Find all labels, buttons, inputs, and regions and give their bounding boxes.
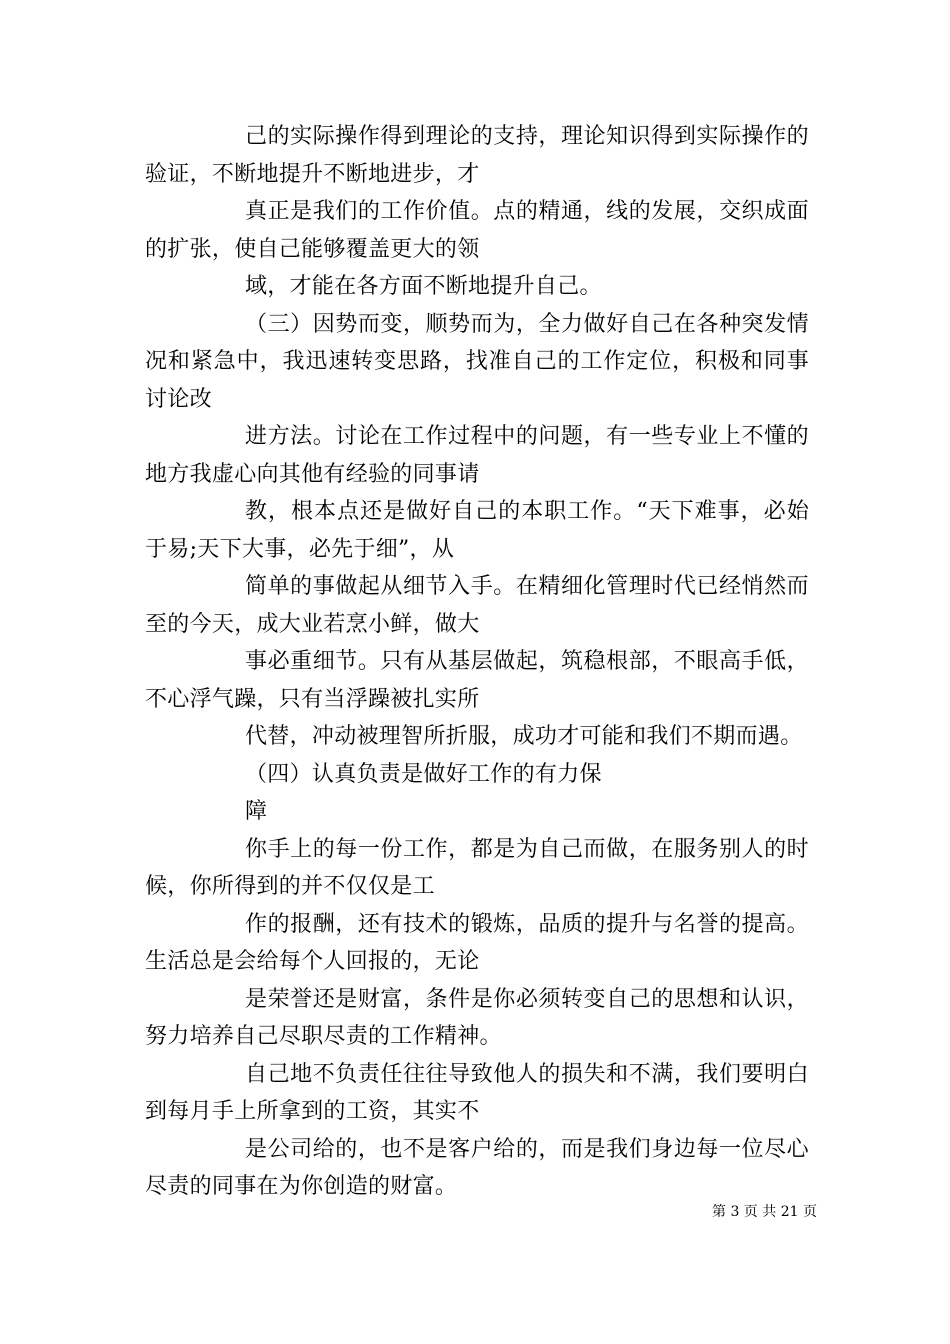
paragraph: 教，根本点还是做好自己的本职工作。“天下难事，必始于易;天下大事，必先于细”，从 [145, 499, 809, 562]
paragraph: 事必重细节。只有从基层做起，筑稳根部，不眼高手低，不心浮气躁，只有当浮躁被扎实所 [145, 649, 809, 712]
page-number-footer: 第 3 页 共 21 页 [712, 1204, 817, 1220]
paragraph: 是荣誉还是财富，条件是你必须转变自己的思想和认识，努力培养自己尽职尽责的工作精神。 [145, 986, 809, 1049]
paragraph: 域，才能在各方面不断地提升自己。 [245, 274, 602, 299]
paragraph: 简单的事做起从细节入手。在精细化管理时代已经悄然而至的今天，成大业若烹小鲜，做大 [145, 574, 809, 637]
paragraph: 己的实际操作得到理论的支持，理论知识得到实际操作的验证，不断地提升不断地进步，才 [145, 124, 809, 187]
paragraph: 进方法。讨论在工作过程中的问题，有一些专业上不懂的地方我虚心向其他有经验的同事请 [145, 424, 809, 487]
paragraph: 是公司给的，也不是客户给的，而是我们身边每一位尽心尽责的同事在为你创造的财富。 [145, 1136, 809, 1199]
paragraph: 作的报酬，还有技术的锻炼，品质的提升与名誉的提高。生活总是会给每个人回报的，无论 [145, 911, 809, 974]
paragraph: 自己地不负责任往往导致他人的损失和不满，我们要明白到每月手上所拿到的工资，其实不 [145, 1061, 809, 1124]
section-heading: （四）认真负责是做好工作的有力保 [245, 761, 602, 787]
paragraph: （三）因势而变，顺势而为，全力做好自己在各种突发情况和紧急中，我迅速转变思路，找准自己的工作定位，积极和同事讨论改 [145, 311, 809, 412]
document-body [145, 118, 809, 1206]
paragraph: 代替，冲动被理智所折服，成功才可能和我们不期而遇。 [245, 724, 803, 749]
paragraph: 真正是我们的工作价值。点的精通，线的发展，交织成面的扩张，使自己能够覆盖更大的领 [145, 199, 809, 262]
paragraph: 你手上的每一份工作，都是为自己而做，在服务别人的时候，你所得到的并不仅仅是工 [145, 836, 809, 899]
section-heading-continuation: 障 [245, 799, 268, 824]
